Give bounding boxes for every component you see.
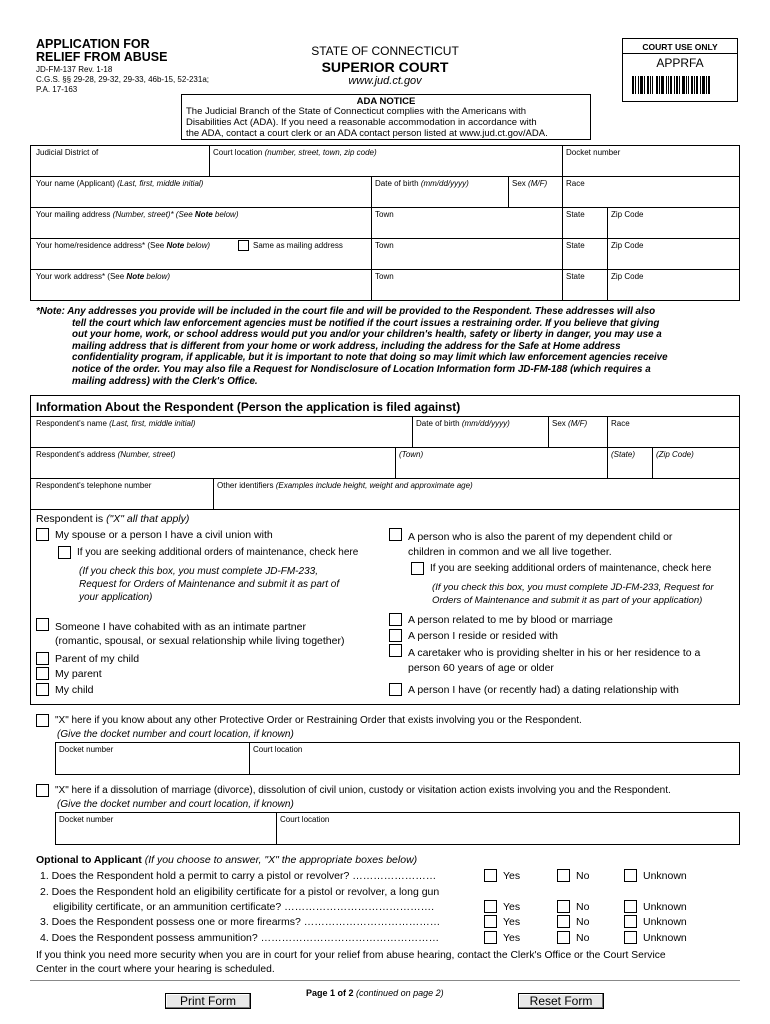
label-line: Someone I have cohabited with as an intimate partner <box>55 621 306 633</box>
respondent-zip-field[interactable]: (Zip Code) <box>656 450 694 459</box>
dissolution-label: "X" here if a dissolution of marriage (divorce), dissolution of civil union, custody or visitation action exists involving you and the Respondent. <box>55 785 671 796</box>
heading-label: Respondent is <box>36 513 104 525</box>
field-label: Your home/residence address* (See <box>36 241 167 250</box>
note-line: notice of the order. You may also file a Request for Nondisclosure of Location Information form JD-FM-188 (which requires a <box>72 363 651 375</box>
q2-no-label: No <box>576 901 590 913</box>
mailing-zip-field[interactable]: Zip Code <box>611 210 644 219</box>
note-line: confidentiality program, if applicable, but it is important to note that doing so may limit which law enforcement agencies receive <box>72 352 668 364</box>
dissolution-box <box>55 812 740 845</box>
same-as-mailing-checkbox[interactable] <box>238 240 249 251</box>
field-label: Sex <box>512 179 526 188</box>
work-state-field[interactable]: State <box>566 272 585 281</box>
grid-line <box>412 416 413 447</box>
grid-line <box>607 207 608 300</box>
applicant-dob-field[interactable] <box>375 180 469 188</box>
q4-unknown-label: Unknown <box>643 932 687 944</box>
home-address-field[interactable] <box>36 242 210 250</box>
reside-label: A person I reside or resided with <box>408 630 558 642</box>
docket-number-field[interactable]: Docket number <box>566 148 621 157</box>
home-state-field[interactable]: State <box>566 241 585 250</box>
security-note <box>36 949 666 977</box>
dissolution-docket-field[interactable]: Docket number <box>59 815 114 824</box>
grid-line <box>562 145 563 300</box>
protective-order-checkbox[interactable] <box>36 714 49 727</box>
state-name: STATE OF CONNECTICUT <box>311 44 459 58</box>
form-title <box>36 38 167 64</box>
dissolution-location-field[interactable]: Court location <box>280 815 330 824</box>
respondent-state-field[interactable]: (State) <box>611 450 636 459</box>
maintenance-left-instructions <box>79 565 339 604</box>
respondent-section-title: Information About the Respondent (Person the application is filed against) <box>36 400 461 414</box>
field-hint: (Number, street)* (See <box>112 210 195 219</box>
dating-label: A person I have (or recently had) a dating relationship with <box>408 684 679 696</box>
q3-no-label: No <box>576 916 590 928</box>
applicant-name-field[interactable] <box>36 180 203 188</box>
grid-line <box>30 145 740 146</box>
question-2: 2. Does the Respondent hold an eligibility certificate for a pistol or revolver, a long gun <box>40 886 440 898</box>
court-use-label: COURT USE ONLY <box>642 42 718 52</box>
protective-order-box <box>55 742 740 775</box>
q3-yes-label: Yes <box>503 916 521 928</box>
applicant-sex-field[interactable] <box>512 180 547 188</box>
respondent-sex-field[interactable] <box>552 420 587 428</box>
grid-line <box>249 742 250 775</box>
blood-marriage-checkbox[interactable] <box>389 613 402 626</box>
field-label: Court location <box>213 148 263 157</box>
field-hint: below) <box>184 241 211 250</box>
field-hint: below) <box>212 210 239 219</box>
grid-line <box>395 447 396 478</box>
reside-checkbox[interactable] <box>389 629 402 642</box>
grid-line <box>209 145 210 176</box>
grid-line <box>30 145 31 300</box>
grid-line <box>30 416 740 417</box>
q2-unknown-label: Unknown <box>643 901 687 913</box>
field-label: Date of birth <box>416 419 460 428</box>
heading-label: Optional to Applicant <box>36 854 142 866</box>
cohabited-checkbox[interactable] <box>36 618 49 631</box>
q1-unknown-label: Unknown <box>643 870 687 882</box>
grid-line <box>30 207 740 208</box>
q2-yes-label: Yes <box>503 901 521 913</box>
grid-line <box>508 176 509 207</box>
judicial-district-field[interactable]: Judicial District of <box>36 148 99 157</box>
question-4: 4. Does the Respondent possess ammunition? …………………………………………… <box>40 932 440 944</box>
question-2-cont: eligibility certificate, or an ammunition certificate? ……………………………………. <box>53 901 435 913</box>
label-line: person 60 years of age or older <box>408 662 554 674</box>
mailing-address-field[interactable] <box>36 211 238 219</box>
reset-form-button[interactable]: Reset Form <box>518 993 604 1009</box>
grid-line <box>30 509 740 510</box>
dating-checkbox[interactable] <box>389 683 402 696</box>
note-line: mailing address) with the Clerk's Office. <box>72 375 258 387</box>
grid-line <box>739 145 740 300</box>
instruction-line: Orders of Maintenance and submit it as part of your application) <box>432 595 703 606</box>
label-line: children in common and we all live together. <box>408 546 612 558</box>
my-parent-label: My parent <box>55 668 102 680</box>
field-hint: below) <box>144 272 170 281</box>
other-identifiers-field[interactable] <box>217 482 473 490</box>
parent-of-dependent-label <box>408 530 672 560</box>
print-form-button[interactable]: Print Form <box>165 993 251 1009</box>
instruction-line: (If you check this box, you must complete JD-FM-233, Request for <box>432 582 714 593</box>
mailing-town-field[interactable]: Town <box>375 210 394 219</box>
protective-order-hint: (Give the docket number and court location, if known) <box>57 729 294 740</box>
field-hint: (M/F) <box>528 179 548 188</box>
caretaker-label <box>408 646 700 676</box>
q2-unknown-checkbox[interactable] <box>624 900 637 913</box>
page-number: Page 1 of 2 <box>306 988 354 998</box>
form-number: JD-FM-137 Rev. 1-18 <box>36 65 113 74</box>
grid-line <box>371 176 372 300</box>
blood-marriage-label: A person related to me by blood or marriage <box>408 614 613 626</box>
note-line: *Note: Any addresses you provide will be included in the court file and will be provided to the Respondent. These addresses will also <box>36 306 656 317</box>
caretaker-checkbox[interactable] <box>389 644 402 657</box>
home-zip-field[interactable]: Zip Code <box>611 241 644 250</box>
note-word: Note <box>126 272 145 281</box>
note-line: out your home, work, or school address would put you and/or your children's health, safety or liberty in danger, you may use a <box>72 329 662 341</box>
grid-line <box>30 238 740 239</box>
home-town-field[interactable]: Town <box>375 241 394 250</box>
field-label: Your work address* (See <box>36 272 127 281</box>
same-as-mailing-label: Same as mailing address <box>253 241 343 250</box>
protective-order-label: "X" here if you know about any other Protective Order or Restraining Order that exists involving you or the Respondent. <box>55 715 582 726</box>
spouse-checkbox[interactable] <box>36 528 49 541</box>
note-line: tell the court which law enforcement agencies must be notified if the court issues a restraining order. If you believe that giving <box>72 317 660 329</box>
note-word: Note <box>166 241 185 250</box>
respondent-dob-field[interactable] <box>416 420 510 428</box>
grid-line <box>30 176 740 177</box>
court-header <box>290 44 480 87</box>
court-location-field[interactable] <box>213 149 377 157</box>
field-hint: (mm/dd/yyyy) <box>461 419 510 428</box>
question-3: 3. Does the Respondent possess one or more firearms? ………………………………… <box>40 916 441 928</box>
label-line: A caretaker who is providing shelter in his or her residence to a <box>408 647 701 659</box>
q2-no-checkbox[interactable] <box>557 900 570 913</box>
court-use-divider <box>622 53 738 54</box>
field-hint: (number, street, town, zip code) <box>264 148 377 157</box>
footer-divider <box>30 980 740 981</box>
field-hint: (Last, first, middle initial) <box>109 419 196 428</box>
maintenance-right-instructions <box>432 581 714 607</box>
ada-text <box>186 106 548 139</box>
court-code: APPRFA <box>656 56 704 70</box>
grid-line <box>30 269 740 270</box>
page-indicator <box>306 988 444 998</box>
grid-line <box>548 416 549 447</box>
grid-line <box>30 478 740 479</box>
maintenance-right-label: If you are seeking additional orders of maintenance, check here <box>430 563 712 574</box>
respondent-race-field[interactable]: Race <box>611 419 630 428</box>
grid-line <box>30 447 740 448</box>
grid-line <box>607 447 608 478</box>
grid-line <box>276 812 277 845</box>
ada-title: ADA NOTICE <box>356 96 416 107</box>
note-word: Note <box>194 210 213 219</box>
q1-unknown-checkbox[interactable] <box>624 869 637 882</box>
respondent-town-field[interactable]: (Town) <box>399 450 424 459</box>
q4-no-checkbox[interactable] <box>557 931 570 944</box>
court-name: SUPERIOR COURT <box>321 59 449 75</box>
mailing-state-field[interactable]: State <box>566 210 585 219</box>
ada-line: the ADA, contact a court clerk or an ADA contact person listed at www.jud.ct.gov/ADA. <box>186 128 548 139</box>
form-title-line1: APPLICATION FOR <box>36 37 150 51</box>
respondent-address-field[interactable] <box>36 451 175 459</box>
grid-line <box>607 416 608 447</box>
instruction-line: your application) <box>79 592 153 603</box>
instruction-line: Request for Orders of Maintenance and submit it as part of <box>79 579 340 590</box>
q4-yes-label: Yes <box>503 932 521 944</box>
parent-of-child-checkbox[interactable] <box>36 652 49 665</box>
security-line: Center in the court where your hearing is scheduled. <box>36 964 275 975</box>
field-label: Date of birth <box>375 179 419 188</box>
field-label: Your mailing address <box>36 210 111 219</box>
field-hint: (M/F) <box>568 419 588 428</box>
continued-note: (continued on page 2) <box>356 988 444 998</box>
ada-line: Disabilities Act (ADA). If you need a reasonable accommodation in accordance with <box>186 117 537 128</box>
respondent-phone-field[interactable]: Respondent's telephone number <box>36 481 152 490</box>
public-act: P.A. 17-163 <box>36 85 78 94</box>
q1-no-label: No <box>576 870 590 882</box>
q4-no-label: No <box>576 932 590 944</box>
form-title-line2: RELIEF FROM ABUSE <box>36 50 168 64</box>
field-label: Your name (Applicant) <box>36 179 115 188</box>
q1-yes-label: Yes <box>503 870 521 882</box>
q1-yes-checkbox[interactable] <box>484 869 497 882</box>
q4-unknown-checkbox[interactable] <box>624 931 637 944</box>
dissolution-checkbox[interactable] <box>36 784 49 797</box>
security-line: If you think you need more security when you are in court for your relief from abuse hearing, contact the Clerk's Office or the Court Service <box>36 950 666 961</box>
instruction-line: (If you check this box, you must complete JD-FM-233, <box>79 566 318 577</box>
relationship-heading <box>36 514 189 525</box>
grid-line <box>652 447 653 478</box>
ada-line: The Judicial Branch of the State of Connecticut complies with the Americans with <box>186 106 527 117</box>
maintenance-left-label: If you are seeking additional orders of maintenance, check here <box>77 547 359 558</box>
barcode-image <box>632 76 728 94</box>
field-label: Respondent's address <box>36 450 116 459</box>
field-hint: (mm/dd/yyyy) <box>420 179 469 188</box>
q2-yes-checkbox[interactable] <box>484 900 497 913</box>
website: www.jud.ct.gov <box>348 75 422 87</box>
work-zip-field[interactable]: Zip Code <box>611 272 644 281</box>
q4-yes-checkbox[interactable] <box>484 931 497 944</box>
q3-no-checkbox[interactable] <box>557 915 570 928</box>
cohabited-label <box>55 620 344 648</box>
address-note <box>36 306 668 387</box>
q3-unknown-label: Unknown <box>643 916 687 928</box>
spouse-label: My spouse or a person I have a civil union with <box>55 529 273 541</box>
field-label: Sex <box>552 419 566 428</box>
respondent-name-field[interactable] <box>36 420 195 428</box>
maintenance-right-checkbox[interactable] <box>411 562 424 575</box>
heading-hint: ("X" all that apply) <box>106 513 190 525</box>
label-line: A person who is also the parent of my dependent child or <box>408 531 673 543</box>
applicant-race-field[interactable]: Race <box>566 179 585 188</box>
field-hint: (Last, first, middle initial) <box>117 179 204 188</box>
optional-heading <box>36 855 417 866</box>
grid-line <box>213 478 214 509</box>
statutes: C.G.S. §§ 29-28, 29-32, 29-33, 46b-15, 52-231a; <box>36 75 210 84</box>
my-child-checkbox[interactable] <box>36 683 49 696</box>
work-address-field[interactable] <box>36 273 170 281</box>
parent-of-child-label: Parent of my child <box>55 653 140 665</box>
grid-line <box>30 300 740 301</box>
field-hint: (Examples include height, weight and approximate age) <box>275 481 473 490</box>
parent-of-dependent-checkbox[interactable] <box>389 528 402 541</box>
my-parent-checkbox[interactable] <box>36 667 49 680</box>
protective-location-field[interactable]: Court location <box>253 745 303 754</box>
q3-unknown-checkbox[interactable] <box>624 915 637 928</box>
my-child-label: My child <box>55 684 94 696</box>
protective-docket-field[interactable]: Docket number <box>59 745 114 754</box>
dissolution-hint: (Give the docket number and court location, if known) <box>57 799 294 810</box>
maintenance-left-checkbox[interactable] <box>58 546 71 559</box>
q1-no-checkbox[interactable] <box>557 869 570 882</box>
note-line: mailing address that is different from your home or work address, including the address for the Safe at Home address <box>72 340 621 352</box>
label-line: (romantic, spousal, or sexual relationship while living together) <box>55 635 345 647</box>
work-town-field[interactable]: Town <box>375 272 394 281</box>
question-1: 1. Does the Respondent hold a permit to carry a pistol or revolver? …………………… <box>40 870 437 882</box>
heading-hint: (If you choose to answer, "X" the appropriate boxes below) <box>144 854 418 866</box>
field-hint: (Number, street) <box>117 450 176 459</box>
field-label: Respondent's name <box>36 419 107 428</box>
q3-yes-checkbox[interactable] <box>484 915 497 928</box>
field-label: Other identifiers <box>217 481 274 490</box>
